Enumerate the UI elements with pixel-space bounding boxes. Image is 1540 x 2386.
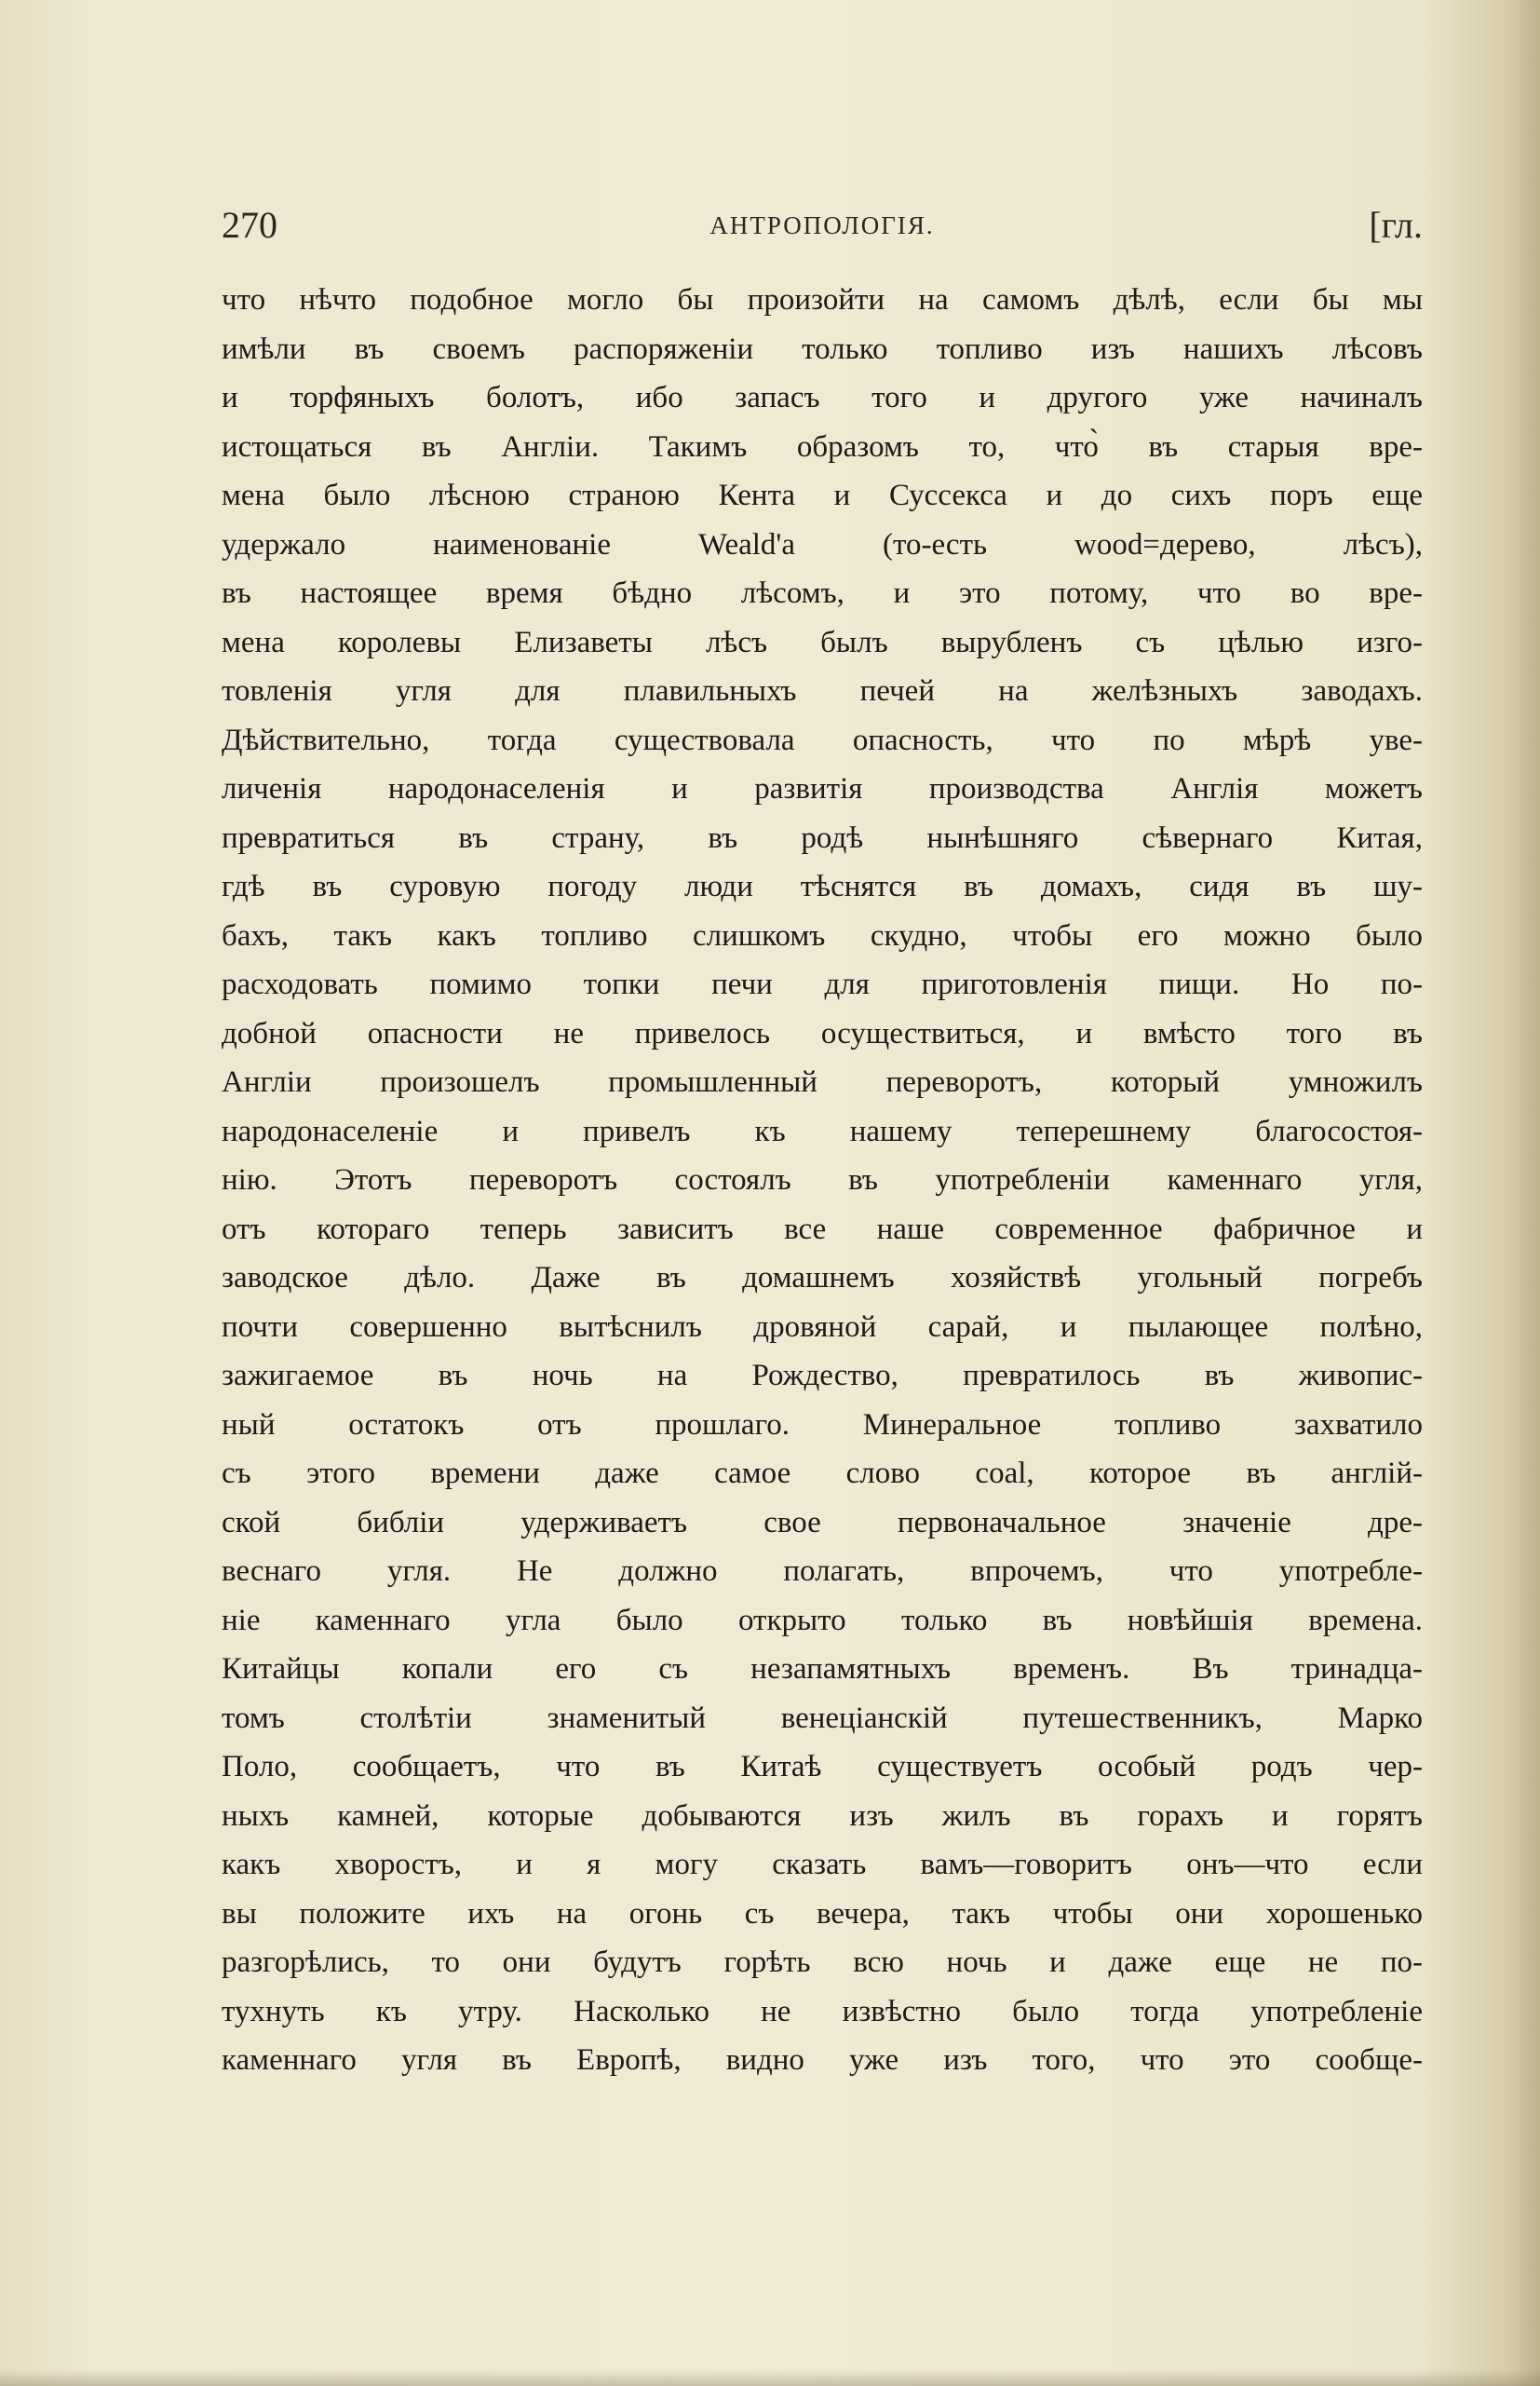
text-line: превратиться въ страну, въ родѣ нынѣшняго сѣвернаго Китая, — [222, 820, 1423, 855]
text-line: ской библіи удерживаетъ свое первоначальное значеніе дре- — [222, 1505, 1423, 1539]
text-line: отъ котораго теперь зависитъ все наше современное фабричное и — [222, 1212, 1423, 1246]
running-title: АНТРОПОЛОГІЯ. — [709, 211, 935, 239]
text-line: ніе каменнаго угла было открыто только въ новѣйшія времена. — [222, 1603, 1423, 1637]
text-line: мена было лѣсною страною Кента и Суссекса и до сихъ поръ еще — [222, 479, 1423, 512]
text-line: вы положите ихъ на огонь съ вечера, такъ чтобы они хорошенько — [222, 1896, 1423, 1931]
text-line: заводское дѣло. Даже въ домашнемъ хозяйствѣ угольный погребъ — [222, 1261, 1423, 1295]
text-line: расходовать помимо топки печи для приготовленія пищи. Но по- — [222, 968, 1423, 1001]
page-number: 270 — [222, 204, 277, 246]
text-line: личенія народонаселенія и развитія производства Англія можетъ — [222, 772, 1423, 806]
text-line: разгорѣлись, то они будутъ горѣть всю ночь и даже еще не по- — [222, 1945, 1423, 1979]
text-line: зажигаемое въ ночь на Рождество, превратилось въ живопис- — [222, 1359, 1423, 1392]
text-line: почти совершенно вытѣснилъ дровяной сарай, и пылающее полѣно, — [222, 1309, 1423, 1344]
text-line: веснаго угля. Не должно полагать, впрочемъ, что употребле- — [222, 1554, 1423, 1588]
text-line: мена королевы Елизаветы лѣсъ былъ вырубленъ съ цѣлью изго- — [222, 625, 1423, 659]
text-line: удержало наименованіе Weald'а (то-есть wood=дерево, лѣсъ), — [222, 527, 1423, 562]
text-line: что нѣчто подобное могло бы произойти на самомъ дѣлѣ, если бы мы — [222, 283, 1423, 317]
text-line: какъ хворостъ, и я могу сказать вамъ—говоритъ онъ—что если — [222, 1848, 1423, 1881]
text-line: товленія угля для плавильныхъ печей на желѣзныхъ заводахъ. — [222, 674, 1423, 708]
text-line: народонаселеніе и привелъ къ нашему теперешнему благосостоя- — [222, 1114, 1423, 1148]
text-line: гдѣ въ суровую погоду люди тѣснятся въ домахъ, сидя въ шу- — [222, 870, 1423, 903]
chapter-mark: [гл. — [1369, 204, 1423, 246]
text-line: Поло, сообщаетъ, что въ Китаѣ существуетъ особый родъ чер- — [222, 1750, 1423, 1783]
text-line: имѣли въ своемъ распоряженіи только топливо изъ нашихъ лѣсовъ — [222, 332, 1423, 366]
text-line: добной опасности не привелось осуществиться, и вмѣсто того въ — [222, 1016, 1423, 1051]
text-line: томъ столѣтіи знаменитый венеціанскій путешественникъ, Марко — [222, 1701, 1423, 1735]
text-line: съ этого времени даже самое слово coal, которое въ англій- — [222, 1457, 1423, 1490]
text-line: Китайцы копали его съ незапамятныхъ временъ. Въ тринадца- — [222, 1652, 1423, 1686]
text-line: въ настоящее время бѣдно лѣсомъ, и это потому, что во вре- — [222, 576, 1423, 610]
text-line: нію. Этотъ переворотъ состоялъ въ употребленіи каменнаго угля, — [222, 1163, 1423, 1197]
body-text — [222, 276, 1423, 2085]
running-head — [222, 203, 1423, 250]
text-line: Дѣйствительно, тогда существовала опасность, что по мѣрѣ уве- — [222, 723, 1423, 757]
text-line: бахъ, такъ какъ топливо слишкомъ скудно, чтобы его можно было — [222, 918, 1423, 953]
text-line: тухнуть къ утру. Насколько не извѣстно было тогда употребленіе — [222, 1994, 1423, 2028]
text-line: и торфяныхъ болотъ, ибо запасъ того и другого уже начиналъ — [222, 381, 1423, 414]
text-line: ныхъ камней, которые добываются изъ жилъ въ горахъ и горятъ — [222, 1798, 1423, 1833]
text-line: истощаться въ Англіи. Такимъ образомъ то, что̀ въ старыя вре- — [222, 429, 1423, 464]
text-line: ный остатокъ отъ прошлаго. Минеральное топливо захватило — [222, 1407, 1423, 1442]
text-line: каменнаго угля въ Европѣ, видно уже изъ того, что это сообще- — [222, 2043, 1423, 2077]
text-line: Англіи произошелъ промышленный переворотъ, который умножилъ — [222, 1065, 1423, 1099]
